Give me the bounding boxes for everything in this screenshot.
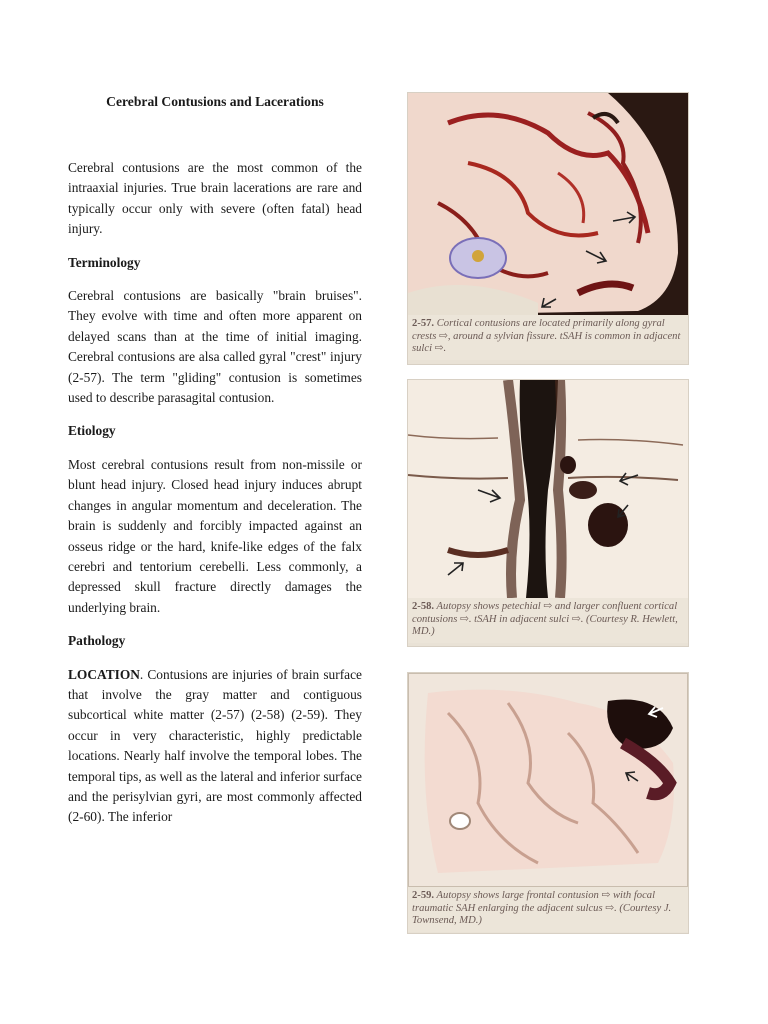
location-lead: LOCATION [68,666,140,682]
document-title: Cerebral Contusions and Lacerations [106,94,324,109]
location-text: . Contusions are injuries of brain surface that involve the gray matter and contiguous subcortical white matter (2-57) (2-58) (2-59). They occur in very characteristic, highly predictable locations. Nearly half involve the temporal lobes. The temporal tips, as well as the lateral and inferior surface and the perisylvian gyri, are most commonly affected (2-60). The inferior [68,666,362,825]
figure-2-59-number: 2-59. [412,890,435,901]
figure-2-57-number: 2-57. [412,318,435,329]
figure-2-59-image [408,673,688,887]
figure-2-57-caption-text: Cortical contusions are located primarily along gyral crests ⇨, around a sylvian fissure. tSAH is common in adjacent sulci ⇨. [412,318,681,354]
section-text-pathology [68,665,362,828]
section-text-terminology: Cerebral contusions are basically "brain bruises". They evolve with time and often more apparent on delayed scans than at the time of initial imaging. Cerebral contusions are alsa called gyral "crest" injury (2-57). The term "gliding" contusion is sometimes used to describe parasagital contusion. [68,288,362,406]
figure-2-58-number: 2-58. [412,601,435,612]
section-heading-pathology: Pathology [68,633,126,649]
figure-2-59-caption [408,887,688,932]
figure-2-58-image [408,380,688,598]
intro-paragraph: Cerebral contusions are the most common of the intraaxial injuries. True brain lacerations are rare and typically occur only with severe (often fatal) head injury. [68,160,362,237]
section-heading-terminology: Terminology [68,254,141,270]
figure-2-59-caption-text: Autopsy shows large frontal contusion ⇨ with focal traumatic SAH enlarging the adjacent sulcus ⇨. (Courtesy J. Townsend, MD.) [412,890,672,926]
figure-2-58-caption-text: Autopsy shows petechial ⇨ and larger confluent cortical contusions ⇨. tSAH in adjacent sulci ⇨. (Courtesy R. Hewlett, MD.) [412,601,678,637]
figure-2-58-caption [408,598,688,643]
section-text-etiology: Most cerebral contusions result from non-missile or blunt head injury. Closed head injury induces abrupt changes in angular momentum and deceleration. The brain is suddenly and forcibly impacted against an osseus ridge or the hard, knife-like edges of the falx cerebri and tentorium cerebelli. Less commonly, a depressed skull fracture directly damages the underlying brain. [68,456,362,615]
figure-2-57-image [408,93,688,315]
article-text-column [68,92,362,841]
figure-2-59 [408,673,688,933]
figure-2-57 [408,93,688,364]
figure-2-58 [408,380,688,646]
figure-2-57-caption [408,315,688,360]
section-heading-etiology: Etiology [68,423,116,439]
